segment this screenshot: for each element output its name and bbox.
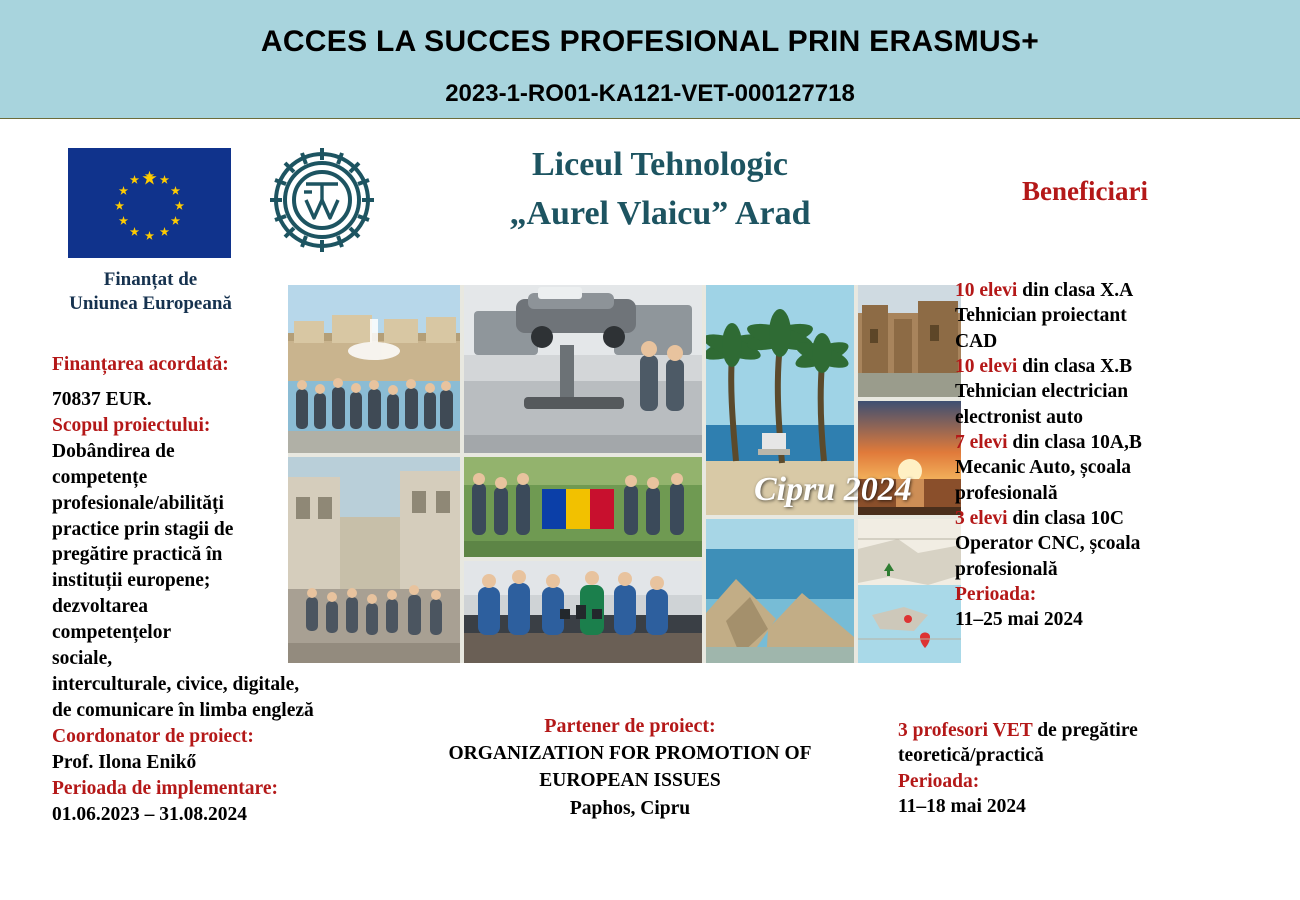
beneficiary-group-2-detail1: Tehnician electrician	[955, 381, 1129, 403]
coordinator-label: Coordonator de proiect:	[52, 725, 254, 747]
photo-street-old-town	[288, 457, 460, 663]
project-code: 2023-1-RO01-KA121-VET-000127718	[445, 80, 855, 107]
purpose-label: Scopul proiectului:	[52, 414, 211, 436]
purpose-line-11: de comunicare în limba engleză	[52, 699, 314, 721]
teachers-block	[898, 718, 1238, 819]
purpose-line-1: Dobândirea de	[52, 440, 175, 462]
beneficiary-group-1-detail1: Tehnician proiectant	[955, 305, 1127, 327]
beneficiary-group-4-line1	[955, 506, 1255, 531]
partner-name-line1: ORGANIZATION FOR PROMOTION OF	[448, 743, 812, 764]
beneficiary-group-3-detail2: profesională	[955, 482, 1058, 504]
eu-funding-caption	[48, 268, 253, 316]
teachers-rest: de pregătire	[1032, 720, 1138, 741]
beneficiary-group-4-count: 3 elevi	[955, 508, 1008, 530]
photo-stone-fortress	[858, 285, 961, 397]
teachers-count: 3 profesori VET	[898, 720, 1033, 741]
partner-city: Paphos, Cipru	[569, 797, 691, 819]
implementation-value: 01.06.2023 – 31.08.2024	[52, 803, 247, 825]
beneficiary-group-3-class: din clasa 10A,B	[1007, 432, 1142, 454]
page-title: ACCES LA SUCCES PROFESIONAL PRIN ERASMUS+	[260, 25, 1040, 58]
purpose-line-7: dezvoltarea	[52, 596, 149, 618]
photo-collage	[288, 285, 961, 663]
collage-caption: Cipru 2024	[754, 471, 912, 508]
teachers-detail: teoretică/practică	[898, 745, 1044, 767]
school-name	[400, 140, 920, 239]
teachers-line1	[898, 718, 1238, 743]
beneficiary-group-1-count: 10 elevi	[955, 280, 1018, 301]
photo-map-cyprus	[858, 519, 961, 663]
coordinator-value: Prof. Ilona Enikő	[52, 751, 197, 773]
beneficiary-group-4-detail1: Operator CNC, școala	[955, 533, 1141, 555]
beneficiary-group-4-class: din clasa 10C	[1007, 508, 1125, 530]
eu-flag-icon	[68, 148, 231, 258]
partner-name-line2: EUROPEAN ISSUES	[539, 770, 721, 792]
beneficiaries-title: Beneficiari	[1022, 176, 1148, 206]
beneficiaries-period-value: 11–25 mai 2024	[955, 609, 1083, 631]
beneficiary-group-2-class: din clasa X.B	[1017, 356, 1133, 378]
eu-funding-line2: Uniunea Europeană	[69, 292, 232, 314]
beneficiary-group-3-line1	[955, 430, 1255, 455]
purpose-line-6: instituții europene;	[52, 570, 211, 592]
school-name-line2: „Aurel Vlaicu” Arad	[509, 195, 811, 233]
beneficiary-group-1-class: din clasa X.A	[1017, 280, 1134, 301]
teachers-period-value: 11–18 mai 2024	[898, 796, 1026, 818]
beneficiary-group-2-count: 10 elevi	[955, 356, 1018, 378]
beneficiaries-period-label: Perioada:	[955, 584, 1037, 606]
financing-value: 70837 EUR.	[52, 388, 152, 410]
beneficiaries-list	[955, 278, 1255, 633]
school-gear-logo-icon	[262, 140, 382, 260]
beneficiary-group-3-count: 7 elevi	[955, 432, 1008, 454]
beneficiary-group-4-detail2: profesională	[955, 558, 1058, 580]
purpose-line-4: practice prin stagii de	[52, 518, 234, 540]
photo-lab-equipment-demo-2	[464, 561, 702, 663]
eu-funding-line1: Finanțat de	[103, 269, 198, 290]
partner-title: Partener de proiect:	[544, 715, 716, 737]
purpose-line-2: competențe	[52, 466, 148, 488]
photo-car-lift-workshop	[464, 285, 702, 453]
photo-coastal-rocks	[706, 519, 854, 663]
photo-students-flag-romania	[464, 457, 702, 557]
beneficiary-group-1-line1	[955, 278, 1255, 303]
purpose-line-8: competențelor	[52, 622, 172, 644]
purpose-line-3: profesionale/abilități	[52, 492, 224, 514]
teachers-period-label: Perioada:	[898, 770, 980, 792]
beneficiary-group-3-detail1: Mecanic Auto, școala	[955, 457, 1132, 479]
photo-group-fountain-spain	[288, 285, 460, 453]
school-name-line1: Liceul Tehnologic	[532, 146, 788, 183]
partner-block	[420, 712, 840, 822]
purpose-line-9: sociale,	[52, 648, 113, 670]
beneficiary-group-2-line1	[955, 354, 1255, 379]
purpose-line-5: pregătire practică în	[52, 544, 223, 566]
purpose-line-10: interculturale, civice, digitale,	[52, 674, 300, 696]
implementation-label: Perioada de implementare:	[52, 777, 279, 799]
beneficiary-group-1-detail2: CAD	[955, 330, 998, 352]
beneficiary-group-2-detail2: electronist auto	[955, 406, 1083, 428]
financing-label: Finanțarea acordată:	[52, 354, 229, 375]
